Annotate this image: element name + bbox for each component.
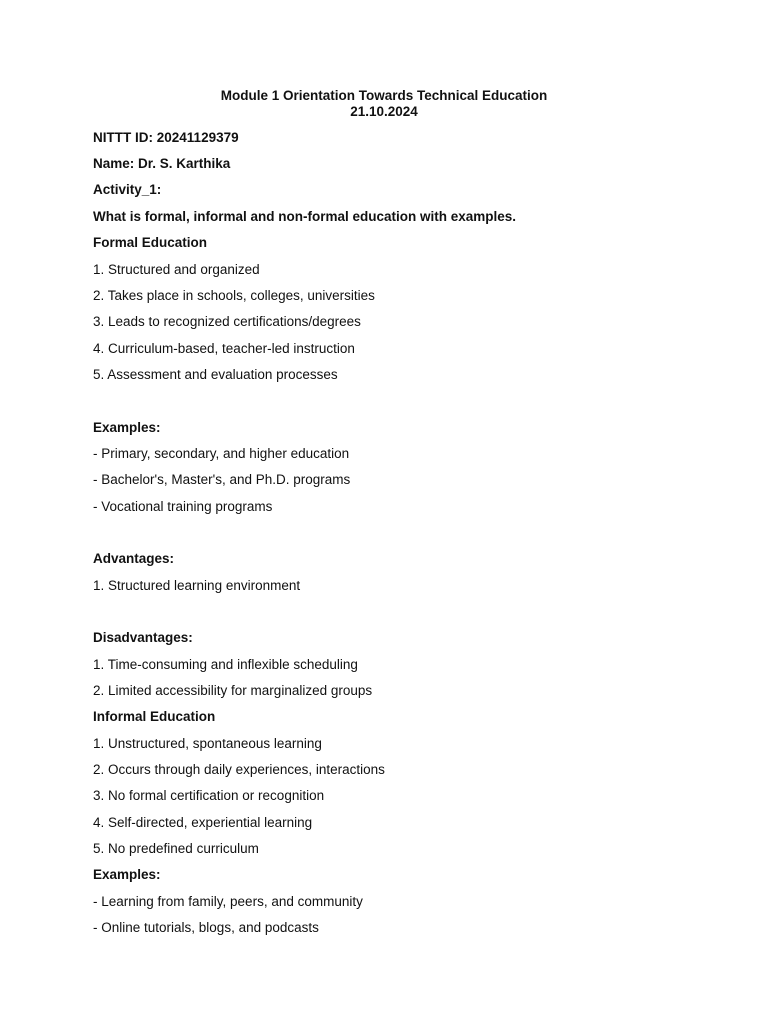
formal-examples-heading: Examples: — [93, 420, 161, 435]
informal-examples-heading: Examples: — [93, 867, 161, 882]
list-item: 2. Takes place in schools, colleges, universities — [93, 288, 375, 303]
question-text: What is formal, informal and non-formal education with examples. — [93, 209, 517, 224]
informal-heading: Informal Education — [93, 709, 216, 724]
nittt-id-line — [93, 130, 239, 146]
name-line — [93, 156, 230, 172]
list-item: - Bachelor's, Master's, and Ph.D. programs — [93, 472, 351, 487]
list-item: 3. Leads to recognized certifications/degrees — [93, 314, 361, 329]
list-item: 1. Unstructured, spontaneous learning — [93, 736, 322, 751]
list-item: 1. Structured and organized — [93, 262, 260, 277]
list-item: 1. Structured learning environment — [93, 578, 301, 593]
nittt-id-value: 20241129379 — [156, 130, 239, 145]
list-item: 3. No formal certification or recognition — [93, 788, 325, 803]
list-item: 5. Assessment and evaluation processes — [93, 367, 338, 382]
name-value: Dr. S. Karthika — [138, 156, 231, 171]
document-title: Module 1 Orientation Towards Technical Education — [220, 88, 548, 103]
list-item: 2. Limited accessibility for marginalized groups — [93, 683, 373, 698]
list-item: - Primary, secondary, and higher education — [93, 446, 350, 461]
document-date: 21.10.2024 — [350, 104, 418, 119]
activity-label: Activity_1: — [93, 182, 162, 197]
list-item: - Vocational training programs — [93, 499, 273, 514]
list-item: - Learning from family, peers, and community — [93, 894, 363, 909]
formal-heading: Formal Education — [93, 235, 208, 250]
list-item: 4. Curriculum-based, teacher-led instruction — [93, 341, 355, 356]
list-item: 4. Self-directed, experiential learning — [93, 815, 313, 830]
list-item: 5. No predefined curriculum — [93, 841, 259, 856]
name-label: Name: — [93, 156, 135, 171]
list-item: - Online tutorials, blogs, and podcasts — [93, 920, 319, 935]
nittt-id-label: NITTT ID: — [93, 130, 153, 145]
formal-disadvantages-heading: Disadvantages: — [93, 630, 193, 645]
formal-advantages-heading: Advantages: — [93, 551, 175, 566]
list-item: 2. Occurs through daily experiences, interactions — [93, 762, 385, 777]
list-item: 1. Time-consuming and inflexible scheduling — [93, 657, 358, 672]
